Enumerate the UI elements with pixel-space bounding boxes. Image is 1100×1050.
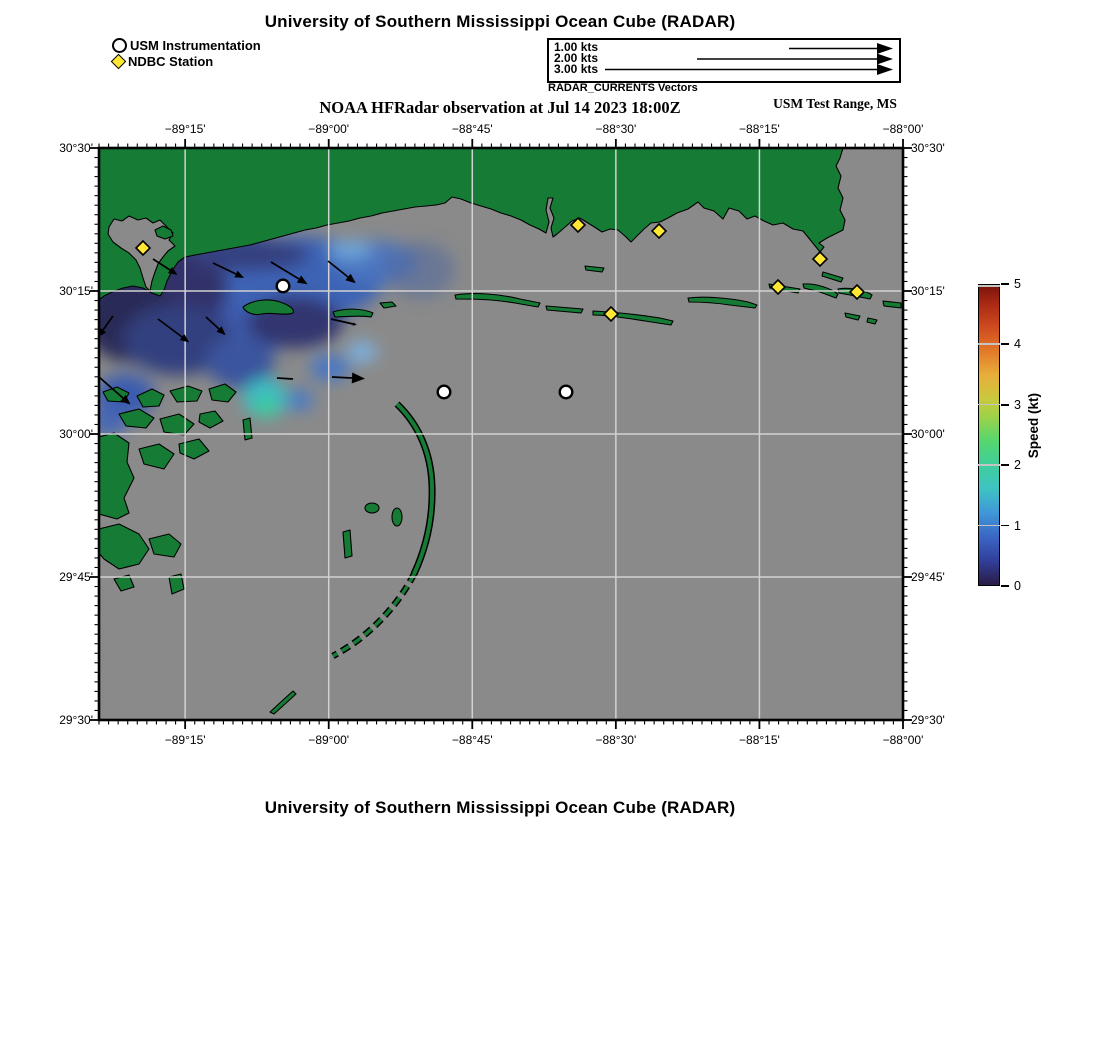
colorbar-tick-label: 5 xyxy=(1014,277,1021,291)
colorbar-gridline xyxy=(978,404,1000,406)
axis-tick-label: 30°15' xyxy=(911,284,945,298)
colorbar-tick-label: 0 xyxy=(1014,579,1021,593)
axis-tick-label: −88°45' xyxy=(451,733,493,747)
page-title: University of Southern Mississippi Ocean Cube (RADAR) xyxy=(264,12,736,31)
usm-instrument-marker xyxy=(277,280,290,293)
colorbar-gridline xyxy=(978,343,1000,345)
axis-tick-label: −88°15' xyxy=(739,122,780,136)
legend-label: NDBC Station xyxy=(128,53,214,69)
axis-tick-label: −88°30' xyxy=(595,122,637,136)
colorbar-tick xyxy=(1001,585,1009,587)
current-vector xyxy=(332,377,352,378)
axis-tick-label: −89°15' xyxy=(164,122,206,136)
colorbar-tick-label: 2 xyxy=(1014,458,1021,473)
axis-tick-label: −88°00' xyxy=(882,122,924,136)
region-label: USM Test Range, MS xyxy=(773,96,897,111)
colorbar-tick xyxy=(1001,343,1009,345)
page-title-bottom: University of Southern Mississippi Ocean Cube (RADAR) xyxy=(264,798,736,817)
axis-tick-label: 30°00' xyxy=(911,427,945,441)
axis-tick-label: 30°00' xyxy=(59,427,93,441)
colorbar-gridline xyxy=(978,464,1000,466)
map-canvas xyxy=(88,136,915,732)
colorbar-tick xyxy=(1001,404,1009,406)
ndbc-diamond-icon xyxy=(111,53,127,69)
axis-tick-label: 30°30' xyxy=(59,141,93,155)
scale-row-label: 1.00 kts xyxy=(554,39,599,54)
colorbar-gridline xyxy=(978,525,1000,527)
scale-row-label: 3.00 kts xyxy=(554,62,599,77)
vector-scale-arrows xyxy=(549,40,895,77)
scale-arrow-head xyxy=(877,64,893,75)
axis-tick-label: 29°45' xyxy=(59,570,93,584)
vector-scale-caption: RADAR_CURRENTS Vectors xyxy=(548,82,698,94)
observation-subtitle: NOAA HFRadar observation at Jul 14 2023 18:00Z xyxy=(319,98,681,117)
speed-colorbar xyxy=(978,284,1000,586)
colorbar-tick xyxy=(1001,525,1009,527)
usm-instrument-marker xyxy=(438,386,451,399)
axis-tick-label: −89°00' xyxy=(308,122,350,136)
colorbar-tick-label: 4 xyxy=(1014,337,1021,352)
axis-tick-label: 29°30' xyxy=(911,713,945,727)
current-vector xyxy=(277,378,293,379)
colorbar-tick-label: 3 xyxy=(1014,397,1021,412)
legend-row-usm xyxy=(112,37,261,53)
legend-label: USM Instrumentation xyxy=(130,37,261,53)
axis-tick-label: 30°15' xyxy=(59,284,93,298)
scale-arrow-head xyxy=(877,54,893,65)
colorbar-tick xyxy=(1001,464,1009,466)
axis-tick-label: −89°15' xyxy=(164,733,206,747)
axis-tick-label: −88°00' xyxy=(882,733,924,747)
axis-tick-label: −89°00' xyxy=(308,733,350,747)
symbol-legend xyxy=(112,37,261,69)
scale-arrow-head xyxy=(877,43,893,54)
legend-row-ndbc xyxy=(112,53,261,69)
usm-circle-icon xyxy=(112,38,127,53)
axis-tick-label: −88°30' xyxy=(595,733,637,747)
colorbar-tick xyxy=(1001,283,1009,285)
colorbar-label: Speed (kt) xyxy=(1026,393,1041,459)
scale-row-label: 2.00 kts xyxy=(554,50,599,65)
axis-tick-label: −88°15' xyxy=(739,733,780,747)
colorbar-tick-label: 1 xyxy=(1014,518,1021,533)
axis-tick-label: 30°30' xyxy=(911,141,945,155)
colorbar-gridline xyxy=(978,285,1000,287)
axis-tick-label: −88°45' xyxy=(451,122,493,136)
vector-scale-box xyxy=(547,38,901,83)
usm-instrument-marker xyxy=(560,386,573,399)
axis-tick-label: 29°30' xyxy=(59,713,93,727)
axis-tick-label: 29°45' xyxy=(911,570,945,584)
